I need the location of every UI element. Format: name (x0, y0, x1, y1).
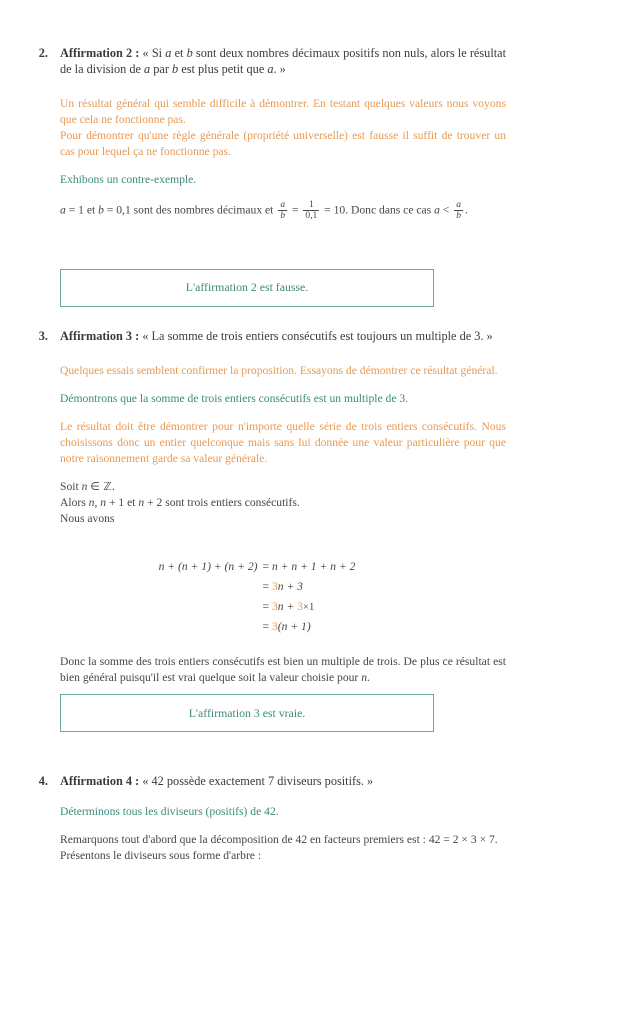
equation-line1-rhs: n + n + 1 + n + 2 (271, 559, 356, 573)
affirmation-3-comment-1: Quelques essais semblent confirmer la proposition. Essayons de démontrer ce résultat général. (60, 363, 498, 377)
affirmation-2-tail: est plus petit que (181, 61, 265, 76)
equation-line3-times: ×1 (302, 600, 315, 613)
equation-line4-rest: (n + 1) (277, 619, 311, 633)
alors-post: sont trois entiers consécutifs. (165, 495, 300, 509)
equals-4: = (262, 619, 270, 633)
alors-pre: Alors (60, 495, 86, 509)
value-b: 0,1 (116, 203, 131, 217)
equation-line3-coef: 3 (271, 599, 278, 613)
affirmation-4-factorization: 42 = 2 × 3 × 7. (428, 833, 498, 847)
affirmation-2-comment-2: Pour démontrer qu'une règle générale (propriété universelle) est fausse il suffit de trouver un cas pour lequel ça ne fonctionne pas. (60, 128, 506, 158)
affirmation-3-comment-2: Le résultat doit être démontrer pour n'importe quelle série de trois entiers consécutifs. Nous choisissons donc un entier quelconque mais sans lui donnée une valeur particulière pour que notre raisonnement garde sa valeur générale. (60, 419, 506, 465)
affirmation-3-conclusion-text: Donc la somme des trois entiers consécutifs est bien un multiple de trois. De plus ce résultat est bien général puisqu'il est vrai quelque soit la valeur choisie pour n. (60, 655, 506, 685)
list-item-affirmation-2 (26, 46, 506, 78)
item-number: 4. (38, 774, 48, 789)
var-b-1: b (186, 46, 193, 60)
item-number: 2. (38, 46, 48, 60)
equation-block (116, 557, 416, 637)
affirmation-4-statement (60, 774, 506, 790)
var-a-3: a (267, 61, 274, 76)
equation-row-2 (116, 577, 416, 597)
affirmation-2-quote-open: « Si (142, 46, 163, 60)
equation-line3-mid: n + (277, 599, 298, 613)
equation-row-1 (116, 557, 416, 577)
affirmation-3-line-soit: Soit n ∈ ℤ. (60, 479, 116, 493)
conclusion-box-3-text: L'affirmation 3 est vraie. (188, 705, 306, 720)
soit-set: ∈ ℤ. (90, 479, 116, 493)
value-quotient: 10 (333, 203, 346, 217)
conclusion-box-2 (60, 269, 434, 307)
affirmation-2-conclusion-wrap (26, 269, 506, 307)
affirmation-2-quote-close: » (279, 61, 286, 76)
value-a: 1 (78, 203, 84, 217)
conclusion-box-2-text: L'affirmation 2 est fausse. (185, 280, 309, 295)
counterexample-post: Donc dans ce cas (351, 203, 432, 217)
affirmation-3-line-alors: Alors n, n + 1 et n + 2 sont trois entiers consécutifs. (60, 495, 300, 509)
affirmation-2-step: Exhibons un contre-exemple. (60, 172, 197, 186)
affirmation-2-statement: Affirmation 2 : « Si a et b sont deux nombres décimaux positifs non nuls, alors le résultat de la division de a par b est plus petit que a. » (60, 46, 507, 76)
fraction-a-over-b: $\frac{a}{b}$ (280, 199, 286, 221)
equation-row-3 (116, 597, 416, 617)
equation-line3-coef2: 3 (297, 599, 303, 613)
affirmation-2-counterexample: a = 1 et b = 0,1 sont des nombres décimaux et $\frac{a}{b}$ = $\frac{1}{0,1}$ = 10. Donc dans ce cas a < $\frac{a}{b}$ . (60, 199, 468, 221)
equals-1: = (262, 559, 270, 573)
var-a-2: a (144, 61, 151, 76)
var-a-1: a (165, 46, 172, 60)
var-b-2: b (172, 61, 179, 76)
affirmation-4-text: « 42 possède exactement 7 diviseurs positifs. » (142, 774, 374, 789)
affirmation-4-label: Affirmation 4 : (60, 774, 140, 789)
affirmation-2-label: Affirmation 2 : (60, 46, 140, 60)
affirmation-2-comment-1: Un résultat général qui semble difficile à démontrer. En testant quelques valeurs nous voyons que cela ne fonctionne pas. (60, 96, 506, 126)
affirmation-4-step: Déterminons tous les diviseurs (positifs) de 42. (60, 805, 279, 819)
affirmation-3-conclusion-wrap (26, 694, 506, 732)
conclusion-box-3 (60, 694, 434, 732)
affirmation-3-step: Démontrons que la somme de trois entiers consécutifs est un multiple de 3. (60, 391, 409, 405)
counterexample-pre: sont des nombres décimaux et (133, 203, 274, 217)
affirmation-3-statement (60, 329, 506, 345)
fraction-1-over-0comma1: $\frac{1}{0,1}$ (305, 199, 318, 221)
document-content (26, 46, 506, 864)
affirmation-3-text: « La somme de trois entiers consécutifs est toujours un multiple de 3. » (142, 328, 493, 343)
fraction-a-over-b-2: $\frac{a}{b}$ (456, 199, 461, 221)
equation-line4-coef: 3 (271, 619, 278, 633)
equals-3: = (262, 599, 270, 613)
list-item-affirmation-4 (26, 774, 506, 790)
affirmation-4-comment-2: Présentons le diviseurs sous forme d'arbre : (60, 849, 262, 863)
affirmation-2-rest: sont deux nombres décimaux positifs non nuls, alors le résultat de la division de (60, 46, 507, 76)
equation-row-4 (116, 617, 416, 637)
equation-line2-rest: n + 3 (277, 579, 303, 593)
affirmation-3-label: Affirmation 3 : (60, 328, 140, 343)
equation-line2-coef: 3 (271, 579, 278, 593)
affirmation-4-comment-1 (26, 832, 506, 848)
equation-line1-lhs: n + (n + 1) + (n + 2) (158, 559, 258, 573)
item-number: 3. (38, 328, 48, 343)
affirmation-4-comment-1-pre: Remarquons tout d'abord que la décomposition de 42 en facteurs premiers est : (60, 833, 426, 847)
soit-label: Soit (60, 479, 79, 493)
conclusion-3-sentence: Donc la somme des trois entiers consécutifs est bien un multiple de trois. De plus ce résultat est bien général puisqu'il est vrai quelque soit la valeur choisie pour (60, 655, 506, 685)
list-item-affirmation-3 (26, 329, 506, 345)
equals-2: = (262, 579, 270, 593)
affirmation-3-line-nous-avons: Nous avons (60, 511, 115, 525)
